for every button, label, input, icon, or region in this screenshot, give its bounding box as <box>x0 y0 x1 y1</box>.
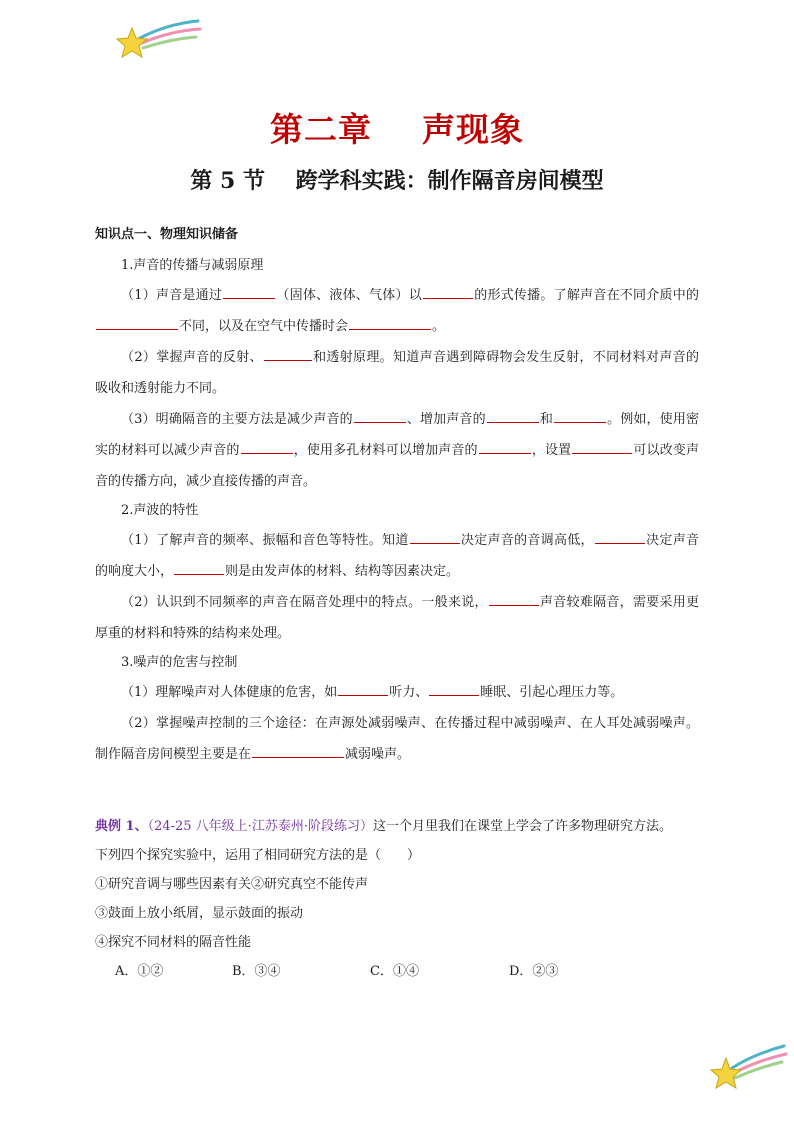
fill-blank[interactable] <box>487 408 539 423</box>
example-label: 典例 1、 <box>95 819 148 834</box>
paragraph-reflection: （2）掌握声音的反射、 和透射原理。知道声音遇到障碍物会发生反射，不同材料对声音的吸收和透射能力不同。 <box>95 342 699 404</box>
answer-options <box>95 957 705 986</box>
fill-blank[interactable] <box>223 284 275 299</box>
example-question <box>95 812 705 986</box>
fill-blank[interactable] <box>410 529 460 544</box>
experiment-item: ①研究音调与哪些因素有关②研究真空不能传声 <box>95 877 369 892</box>
knowledge-section <box>95 226 699 770</box>
fill-blank[interactable] <box>554 408 606 423</box>
subsection-title-sound-waves: 2.声波的特性 <box>121 503 199 518</box>
paragraph-sound-characteristics: （1）了解声音的频率、振幅和音色等特性。知道 决定声音的音调高低， 决定声音的响度大小， 则是由发声体的材料、结构等因素决定。 <box>95 525 699 587</box>
experiment-item: ③鼓面上放小纸屑，显示鼓面的振动 <box>95 906 304 921</box>
paragraph-insulation-methods: （3）明确隔音的主要方法是减少声音的 、增加声音的 和 。例如，使用密实的材料可以减少声音的 ，使用多孔材料可以增加声音的 ，设置 可以改变声音的传播方向，减少直接传播的声音。 <box>95 404 699 497</box>
example-source: （24-25 八年级上·江苏泰州·阶段练习） <box>147 819 373 834</box>
option-c[interactable]: C．①④ <box>370 964 419 979</box>
example-stem: 典例 1、（24-25 八年级上·江苏泰州·阶段练习）这一个月里我们在课堂上学会了许多物理研究方法。 <box>95 819 672 834</box>
option-b[interactable]: B．③④ <box>232 964 281 979</box>
fill-blank[interactable] <box>595 529 645 544</box>
fill-blank[interactable] <box>349 315 431 330</box>
option-d[interactable]: D．②③ <box>509 964 559 979</box>
subsection-title-propagation: 1.声音的传播与减弱原理 <box>121 258 264 273</box>
paragraph-propagation-medium: （1）声音是通过 （固体、液体、气体）以 的形式传播。了解声音在不同介质中的不同，以及在空气中传播时会 。 <box>95 280 699 342</box>
fill-blank[interactable] <box>96 315 178 330</box>
paragraph-frequency-insulation: （2）认识到不同频率的声音在隔音处理中的特点。一般来说， 声音较难隔音，需要采用更厚重的材料和特殊的结构来处理。 <box>95 587 699 649</box>
paragraph-noise-harm: （1）理解噪声对人体健康的危害，如 听力、 睡眠、引起心理压力等。 <box>95 677 699 708</box>
fill-blank[interactable] <box>479 439 531 454</box>
fill-blank[interactable] <box>174 560 224 575</box>
fill-blank[interactable] <box>489 591 539 606</box>
fill-blank[interactable] <box>354 408 406 423</box>
shooting-star-icon <box>112 18 202 60</box>
fill-blank[interactable] <box>338 681 388 696</box>
fill-blank[interactable] <box>429 681 479 696</box>
example-question-line: 下列四个探究实验中，运用了相同研究方法的是（ ） <box>95 848 421 863</box>
fill-blank[interactable] <box>252 743 344 758</box>
knowledge-point-heading: 知识点一、物理知识储备 <box>95 227 239 242</box>
subsection-title-noise: 3.噪声的危害与控制 <box>121 655 238 670</box>
chapter-title: 第二章 声现象 <box>270 110 524 149</box>
experiment-item: ④探究不同材料的隔音性能 <box>95 935 252 950</box>
shooting-star-icon <box>708 1032 788 1094</box>
section-title: 第 5 节 跨学科实践：制作隔音房间模型 <box>190 168 604 194</box>
paragraph-noise-control: （2）掌握噪声控制的三个途径：在声源处减弱噪声、在传播过程中减弱噪声、在人耳处减弱噪声。制作隔音房间模型主要是在 减弱噪声。 <box>95 716 699 762</box>
fill-blank[interactable] <box>264 346 312 361</box>
fill-blank[interactable] <box>572 439 632 454</box>
fill-blank[interactable] <box>423 284 473 299</box>
option-a[interactable]: A．①② <box>115 964 164 979</box>
fill-blank[interactable] <box>241 439 293 454</box>
